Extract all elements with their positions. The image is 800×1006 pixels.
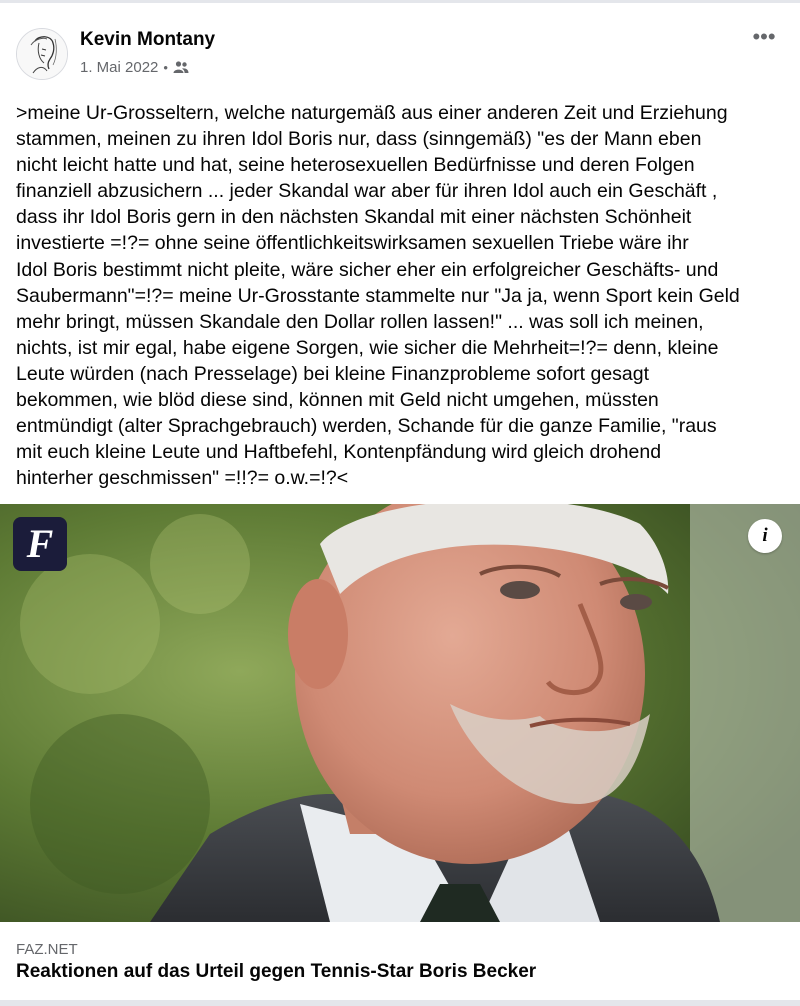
post-text: >meine Ur-Grosseltern, welche naturgemäß aus einer anderen Zeit und Erziehung stammen, meinen zu ihren Idol Boris nur, dass (sinngemäß) "es der Mann eben nicht leicht hatte und hat, seine heterosexuellen Bedürfnisse und deren Folgen finanziell abzusichern ... jeder Skandal war aber für ihren Idol auch ein Geschäft , dass ihr Idol Boris gern in den nächsten Skandal mit einer nächsten Schönheit investierte =!?= ohne seine öffentlichkeitswirksamen sexuellen Triebe wäre ihr Idol Boris bestimmt nicht pleite, wäre sicher eher ein erfolgreicher Geschäfts- und Saubermann"=!?= meine Ur-Grosstante stammelte nur "Ja ja, wenn Sport kein Geld mehr bringt, müssen Skandale den Dollar rollen lassen!" ... was soll ich meinen, nichts, ist mir egal, habe eigene Sorgen, wie sicher die Mehrheit=!?= denn, kleine Leute würden (nach Presselage) bei kleine Finanzprobleme sofort gesagt bekommen, wie blöd diese sind, können mit Geld nicht umgehen, müssten entmündigt (alter Sprachgebrauch) werden, Schande für die ganze Familie, "raus mit euch kleine Leute und Haftbefehl, Kontenpfändung wird gleich drohend hinterher geschmissen" =!!?= o.w.=!?< xyxy=(16,102,740,490)
publisher-logo: F xyxy=(13,517,67,571)
post-header xyxy=(0,0,800,92)
link-title[interactable]: Reaktionen auf das Urteil gegen Tennis-Star Boris Becker xyxy=(16,961,537,982)
more-options-button[interactable]: ••• xyxy=(752,24,776,49)
avatar[interactable] xyxy=(16,28,68,80)
post-meta xyxy=(80,57,189,77)
bottom-divider xyxy=(0,1000,800,1006)
link-preview-caption[interactable] xyxy=(0,922,800,1006)
info-icon[interactable]: i xyxy=(748,519,782,553)
link-domain: FAZ.NET xyxy=(16,941,78,958)
portrait-photo xyxy=(0,504,800,922)
post-date[interactable]: 1. Mai 2022 xyxy=(80,58,159,76)
meta-separator: • xyxy=(163,59,168,75)
author-name[interactable]: Kevin Montany xyxy=(80,29,216,50)
sketch-portrait-icon xyxy=(17,29,68,80)
friends-icon xyxy=(173,60,189,74)
link-preview-image[interactable] xyxy=(0,504,800,922)
